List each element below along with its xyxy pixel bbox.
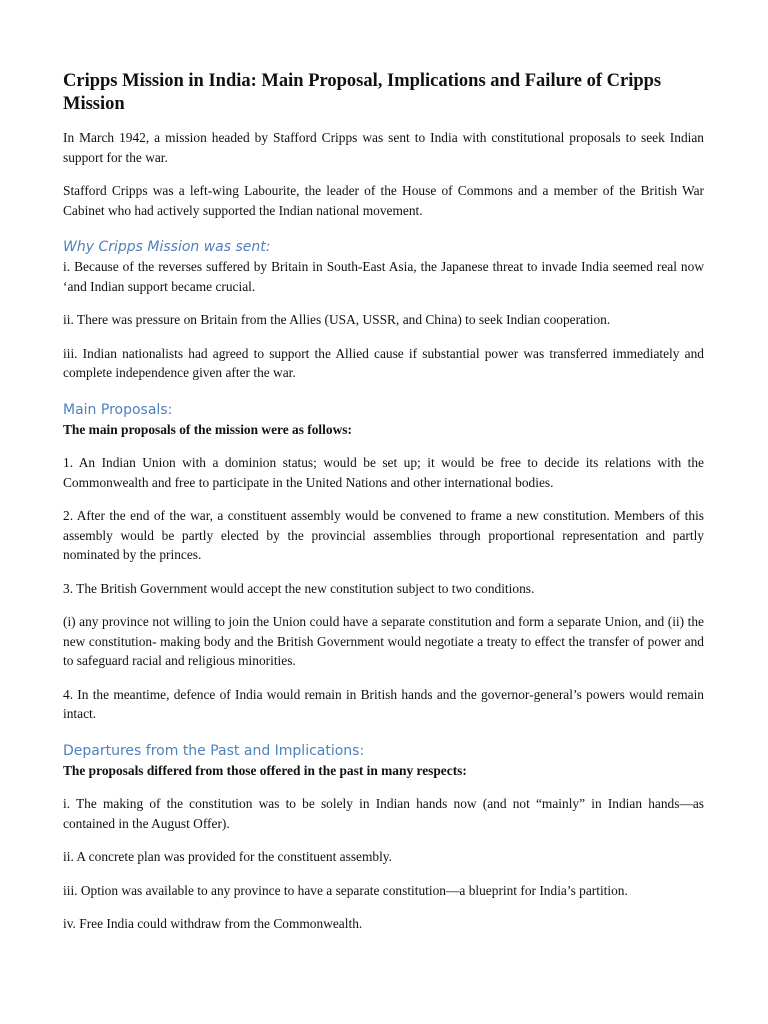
departure-point-2: ii. A concrete plan was provided for the constituent assembly. bbox=[63, 849, 392, 864]
departures-subheading: The proposals differed from those offered in the past in many respects: bbox=[63, 762, 467, 778]
departure-point-1: i. The making of the constitution was to be solely in Indian hands now (and not “mainly” in Indian hands—as contained in the August Offer). bbox=[63, 796, 704, 831]
document-page bbox=[63, 70, 704, 934]
proposal-point-1: 1. An Indian Union with a dominion status; would be set up; it would be free to decide its relations with the Commonwealth and free to participate in the United Nations and other international bodies. bbox=[63, 455, 704, 490]
why-point-3: iii. Indian nationalists had agreed to support the Allied cause if substantial power was transferred immediately and complete independence given after the war. bbox=[63, 345, 704, 380]
why-point-2: ii. There was pressure on Britain from the Allies (USA, USSR, and China) to seek Indian cooperation. bbox=[63, 312, 611, 327]
proposal-point-3: 3. The British Government would accept the new constitution subject to two conditions. bbox=[63, 580, 535, 596]
intro-paragraph-1: In March 1942, a mission headed by Stafford Cripps was sent to India with constitutional proposals to seek Indian support for the war. bbox=[63, 130, 704, 165]
proposal-point-3-conditions: (i) any province not willing to join the Union could have a separate constitution and form a separate Union, and (ii) the new constitution- making body and the British Government would negotiate a treaty to effect the transfer of power and to safeguard racial and religious minorities. bbox=[63, 614, 704, 668]
why-point-1: i. Because of the reverses suffered by Britain in South-East Asia, the Japanese threat to invade India seemed real now ‘and Indian support became crucial. bbox=[63, 259, 704, 294]
proposals-subheading: The main proposals of the mission were as follows: bbox=[63, 421, 352, 437]
intro-paragraph-2: Stafford Cripps was a left-wing Labourite, the leader of the House of Commons and a member of the British War Cabinet who had actively supported the Indian national movement. bbox=[63, 183, 704, 218]
departure-point-3: iii. Option was available to any province to have a separate constitution—a blueprint for India’s partition. bbox=[63, 882, 628, 898]
proposal-point-4: 4. In the meantime, defence of India would remain in British hands and the governor-general’s powers would remain intact. bbox=[63, 686, 704, 721]
departure-point-4: iv. Free India could withdraw from the Commonwealth. bbox=[63, 916, 363, 931]
departures-section-heading: Departures from the Past and Implications: bbox=[63, 742, 365, 759]
proposals-section-heading: Main Proposals: bbox=[63, 401, 173, 418]
document-title: Cripps Mission in India: Main Proposal, Implications and Failure of Cripps Mission bbox=[63, 71, 662, 114]
why-section-heading: Why Cripps Mission was sent: bbox=[63, 239, 271, 255]
proposal-point-2: 2. After the end of the war, a constituent assembly would be convened to frame a new constitution. Members of this assembly would be partly elected by the provincial assemblies through proportional representation and partly nominated by the princes. bbox=[63, 508, 704, 562]
